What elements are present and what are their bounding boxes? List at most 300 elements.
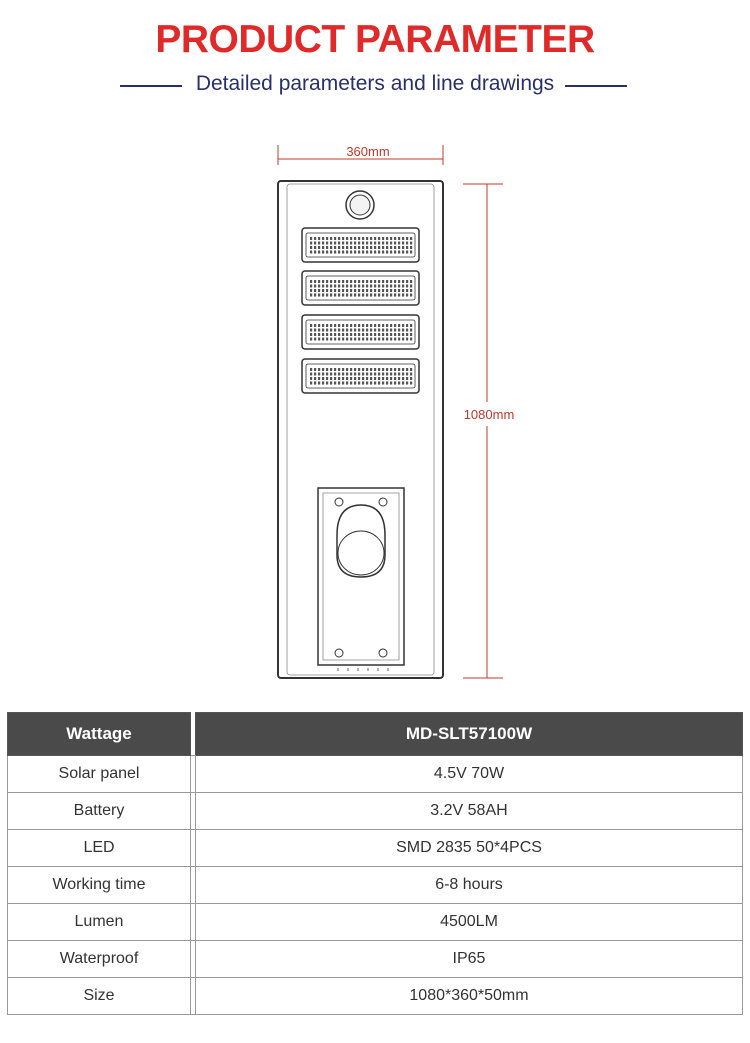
led-chip xyxy=(378,373,380,376)
led-chip xyxy=(358,294,360,297)
width-dimension-label: 360mm xyxy=(346,144,390,159)
led-chip xyxy=(366,246,368,249)
line-drawing xyxy=(0,130,750,690)
led-chip xyxy=(378,338,380,341)
led-chip xyxy=(354,382,356,385)
led-chip xyxy=(374,285,376,288)
led-chip xyxy=(346,382,348,385)
led-chip xyxy=(406,329,408,332)
led-chip xyxy=(378,329,380,332)
led-chip xyxy=(366,294,368,297)
led-chip xyxy=(390,294,392,297)
led-chip xyxy=(342,368,344,371)
led-chip xyxy=(354,242,356,245)
led-chip xyxy=(366,280,368,283)
led-chip xyxy=(338,373,340,376)
led-chip xyxy=(350,289,352,292)
led-chip xyxy=(410,377,412,380)
subtitle-row xyxy=(0,70,750,100)
led-chip xyxy=(398,289,400,292)
led-chip xyxy=(322,237,324,240)
led-chip xyxy=(362,242,364,245)
led-chip xyxy=(354,237,356,240)
led-chip xyxy=(358,368,360,371)
led-chip xyxy=(398,373,400,376)
led-chip xyxy=(374,242,376,245)
led-chip xyxy=(350,368,352,371)
led-chip xyxy=(326,377,328,380)
led-chip xyxy=(362,285,364,288)
spec-table-header-row xyxy=(8,713,743,756)
led-chip xyxy=(386,333,388,336)
led-chip xyxy=(390,289,392,292)
led-chip xyxy=(322,324,324,327)
led-chip xyxy=(410,294,412,297)
led-chip xyxy=(314,333,316,336)
led-chip xyxy=(326,289,328,292)
led-chip xyxy=(354,338,356,341)
led-chip xyxy=(318,242,320,245)
led-chip xyxy=(314,237,316,240)
led-chip xyxy=(326,333,328,336)
led-chip xyxy=(354,280,356,283)
led-chip xyxy=(354,373,356,376)
led-chip xyxy=(410,373,412,376)
led-chip xyxy=(370,329,372,332)
led-chip xyxy=(362,289,364,292)
led-chip xyxy=(398,333,400,336)
led-chip xyxy=(310,294,312,297)
led-chip xyxy=(318,373,320,376)
led-chip xyxy=(330,289,332,292)
led-chip xyxy=(338,246,340,249)
led-chip xyxy=(378,237,380,240)
led-chip xyxy=(406,289,408,292)
led-chip xyxy=(398,285,400,288)
led-chip xyxy=(386,246,388,249)
led-chip xyxy=(354,333,356,336)
led-chip xyxy=(406,237,408,240)
led-chip xyxy=(402,289,404,292)
led-chip xyxy=(314,285,316,288)
led-chip xyxy=(354,329,356,332)
spec-label: LED xyxy=(8,830,191,867)
led-chip xyxy=(310,324,312,327)
led-chip xyxy=(382,237,384,240)
led-chip xyxy=(346,294,348,297)
led-chip xyxy=(346,329,348,332)
led-chip xyxy=(354,324,356,327)
led-chip xyxy=(386,373,388,376)
led-chip xyxy=(370,251,372,254)
led-chip xyxy=(390,242,392,245)
led-chip xyxy=(394,382,396,385)
led-chip xyxy=(326,329,328,332)
led-chip xyxy=(378,294,380,297)
led-chip xyxy=(410,289,412,292)
led-chip xyxy=(386,382,388,385)
led-chip xyxy=(342,377,344,380)
led-chip xyxy=(402,294,404,297)
led-chip xyxy=(330,242,332,245)
led-chip xyxy=(366,242,368,245)
led-chip xyxy=(398,377,400,380)
led-chip xyxy=(318,324,320,327)
led-chip xyxy=(362,377,364,380)
led-chip xyxy=(346,289,348,292)
led-chip xyxy=(346,377,348,380)
led-chip xyxy=(322,246,324,249)
led-chip xyxy=(378,333,380,336)
led-chip xyxy=(370,237,372,240)
led-chip xyxy=(346,373,348,376)
table-row xyxy=(8,904,743,941)
led-chip xyxy=(374,237,376,240)
led-chip xyxy=(342,373,344,376)
led-chip xyxy=(322,377,324,380)
led-chip xyxy=(406,246,408,249)
led-chip xyxy=(338,237,340,240)
spec-value: SMD 2835 50*4PCS xyxy=(196,830,743,867)
led-chip xyxy=(374,373,376,376)
led-chip xyxy=(366,377,368,380)
led-chip xyxy=(342,294,344,297)
led-chip xyxy=(378,285,380,288)
led-chip xyxy=(394,324,396,327)
led-chip xyxy=(378,280,380,283)
led-chip xyxy=(350,329,352,332)
led-chip xyxy=(342,333,344,336)
led-chip xyxy=(346,251,348,254)
led-chip xyxy=(334,294,336,297)
led-chip xyxy=(326,382,328,385)
led-chip xyxy=(366,285,368,288)
led-chip xyxy=(394,333,396,336)
led-chip xyxy=(318,280,320,283)
led-chip xyxy=(310,242,312,245)
led-chip xyxy=(326,294,328,297)
led-chip xyxy=(406,368,408,371)
led-chip xyxy=(362,294,364,297)
led-chip xyxy=(358,329,360,332)
led-chip xyxy=(398,246,400,249)
led-chip xyxy=(410,242,412,245)
led-chip xyxy=(382,368,384,371)
led-chip xyxy=(378,368,380,371)
led-chip xyxy=(322,373,324,376)
led-chip xyxy=(330,251,332,254)
led-chip xyxy=(382,338,384,341)
led-chip xyxy=(390,338,392,341)
led-chip xyxy=(370,368,372,371)
led-chip xyxy=(334,280,336,283)
led-chip xyxy=(350,333,352,336)
led-chip xyxy=(342,329,344,332)
page-title: PRODUCT PARAMETER xyxy=(155,18,595,61)
led-chip xyxy=(358,338,360,341)
led-chip xyxy=(314,251,316,254)
led-chip xyxy=(402,280,404,283)
spec-value: 4500LM xyxy=(196,904,743,941)
led-chip xyxy=(330,368,332,371)
led-chip xyxy=(366,289,368,292)
led-chip xyxy=(326,237,328,240)
spec-value: 1080*360*50mm xyxy=(196,978,743,1015)
sensor-icon xyxy=(346,191,374,219)
led-chip xyxy=(394,338,396,341)
table-row xyxy=(8,830,743,867)
led-chip xyxy=(398,280,400,283)
led-chip xyxy=(378,324,380,327)
led-chip xyxy=(370,333,372,336)
led-chip xyxy=(354,368,356,371)
led-chip xyxy=(406,285,408,288)
led-chip xyxy=(398,294,400,297)
led-chip xyxy=(382,242,384,245)
led-chip xyxy=(326,324,328,327)
led-chip xyxy=(386,285,388,288)
led-chip xyxy=(382,289,384,292)
led-chip xyxy=(350,382,352,385)
led-chip xyxy=(334,329,336,332)
table-row xyxy=(8,756,743,793)
led-chip xyxy=(334,242,336,245)
led-chip xyxy=(370,377,372,380)
led-chip xyxy=(366,251,368,254)
led-chip xyxy=(334,373,336,376)
led-chip xyxy=(410,324,412,327)
led-chip xyxy=(330,237,332,240)
led-chip xyxy=(386,294,388,297)
spec-value: IP65 xyxy=(196,941,743,978)
led-chip xyxy=(382,382,384,385)
led-chip xyxy=(330,338,332,341)
led-chip xyxy=(366,324,368,327)
led-chip xyxy=(326,368,328,371)
led-chip xyxy=(334,338,336,341)
led-chip xyxy=(318,382,320,385)
bracket-ticks xyxy=(338,668,388,671)
led-chip xyxy=(386,377,388,380)
led-chip xyxy=(378,377,380,380)
led-chip xyxy=(314,289,316,292)
led-chip xyxy=(374,338,376,341)
led-chip xyxy=(310,251,312,254)
led-chip xyxy=(358,377,360,380)
led-chip xyxy=(406,280,408,283)
led-chip xyxy=(354,246,356,249)
led-chip xyxy=(342,289,344,292)
led-chip xyxy=(390,324,392,327)
led-chip xyxy=(386,251,388,254)
led-chip xyxy=(334,289,336,292)
led-chip xyxy=(378,251,380,254)
led-chip xyxy=(362,246,364,249)
led-chip xyxy=(382,333,384,336)
led-chip xyxy=(346,242,348,245)
table-row xyxy=(8,867,743,904)
led-chip xyxy=(314,338,316,341)
led-chip xyxy=(382,324,384,327)
led-chip xyxy=(394,280,396,283)
led-chip xyxy=(358,246,360,249)
spec-value: 3.2V 58AH xyxy=(196,793,743,830)
led-chip xyxy=(330,285,332,288)
led-chip xyxy=(350,338,352,341)
led-chip xyxy=(390,329,392,332)
led-chip xyxy=(402,246,404,249)
led-chip xyxy=(318,333,320,336)
led-chip xyxy=(354,377,356,380)
led-chip xyxy=(334,377,336,380)
led-chip xyxy=(374,246,376,249)
led-chip xyxy=(390,237,392,240)
led-chip xyxy=(402,333,404,336)
led-chip xyxy=(350,377,352,380)
led-chip xyxy=(366,368,368,371)
led-chip xyxy=(386,368,388,371)
led-chip xyxy=(318,377,320,380)
led-chip xyxy=(402,251,404,254)
table-row xyxy=(8,978,743,1015)
led-chip xyxy=(338,324,340,327)
led-chip xyxy=(338,251,340,254)
led-chip xyxy=(374,289,376,292)
led-chip xyxy=(310,285,312,288)
led-chip xyxy=(326,373,328,376)
led-chip xyxy=(310,237,312,240)
led-chip xyxy=(374,329,376,332)
led-chip xyxy=(326,242,328,245)
led-chip xyxy=(326,285,328,288)
led-chip xyxy=(318,368,320,371)
led-chip xyxy=(366,382,368,385)
led-chip xyxy=(342,280,344,283)
led-chip xyxy=(358,280,360,283)
led-chip xyxy=(334,246,336,249)
led-chip xyxy=(370,289,372,292)
led-chip xyxy=(402,377,404,380)
led-chip xyxy=(390,280,392,283)
led-chip xyxy=(374,324,376,327)
led-chip xyxy=(326,251,328,254)
spec-label: Battery xyxy=(8,793,191,830)
spec-table xyxy=(7,712,743,1015)
led-chip xyxy=(406,377,408,380)
led-chip xyxy=(370,246,372,249)
led-chip xyxy=(406,242,408,245)
led-chip xyxy=(362,329,364,332)
page-subtitle: Detailed parameters and line drawings xyxy=(195,72,555,95)
led-chip xyxy=(322,251,324,254)
led-chip xyxy=(338,294,340,297)
table-row xyxy=(8,793,743,830)
led-chip xyxy=(370,285,372,288)
led-chip xyxy=(346,333,348,336)
led-chip xyxy=(362,338,364,341)
led-chip xyxy=(314,294,316,297)
led-chip xyxy=(398,329,400,332)
led-chip xyxy=(410,237,412,240)
led-chip xyxy=(362,373,364,376)
led-chip xyxy=(410,333,412,336)
led-chip xyxy=(342,237,344,240)
led-chip xyxy=(370,373,372,376)
led-chip xyxy=(406,294,408,297)
led-chip xyxy=(390,246,392,249)
led-chip xyxy=(322,242,324,245)
led-chip xyxy=(410,251,412,254)
mounting-bracket xyxy=(318,488,404,665)
led-chip xyxy=(402,285,404,288)
led-chip xyxy=(378,382,380,385)
led-chip xyxy=(410,382,412,385)
led-chip xyxy=(390,251,392,254)
led-chip xyxy=(338,382,340,385)
led-chip xyxy=(334,251,336,254)
led-chip xyxy=(398,242,400,245)
led-chip xyxy=(394,377,396,380)
led-chip xyxy=(310,280,312,283)
spec-value: 6-8 hours xyxy=(196,867,743,904)
led-chip xyxy=(390,368,392,371)
led-chip xyxy=(378,242,380,245)
led-chip xyxy=(394,289,396,292)
led-chip xyxy=(394,246,396,249)
led-chip xyxy=(334,237,336,240)
led-chip xyxy=(386,280,388,283)
led-chip xyxy=(358,251,360,254)
spec-label: Size xyxy=(8,978,191,1015)
led-chip xyxy=(322,368,324,371)
led-chip xyxy=(350,237,352,240)
led-chip xyxy=(342,285,344,288)
led-chip xyxy=(326,280,328,283)
led-chip xyxy=(318,329,320,332)
led-chip xyxy=(350,373,352,376)
led-chip xyxy=(354,289,356,292)
led-chip xyxy=(330,329,332,332)
led-chips xyxy=(310,237,412,385)
led-chip xyxy=(374,368,376,371)
led-chip xyxy=(346,324,348,327)
spec-label: Waterproof xyxy=(8,941,191,978)
spec-label: Working time xyxy=(8,867,191,904)
led-chip xyxy=(398,382,400,385)
led-chip xyxy=(338,338,340,341)
led-chip xyxy=(310,382,312,385)
led-chip xyxy=(362,368,364,371)
led-chip xyxy=(350,242,352,245)
led-chip xyxy=(318,294,320,297)
led-chip xyxy=(402,237,404,240)
led-chip xyxy=(370,324,372,327)
led-chip xyxy=(386,338,388,341)
led-chip xyxy=(354,285,356,288)
led-chip xyxy=(314,329,316,332)
led-chip xyxy=(346,237,348,240)
led-chip xyxy=(318,251,320,254)
led-chip xyxy=(342,338,344,341)
led-chip xyxy=(346,368,348,371)
led-chip xyxy=(410,280,412,283)
led-chip xyxy=(358,289,360,292)
led-chip xyxy=(398,368,400,371)
led-chip xyxy=(338,242,340,245)
led-chip xyxy=(334,368,336,371)
led-chip xyxy=(370,294,372,297)
led-chip xyxy=(382,294,384,297)
